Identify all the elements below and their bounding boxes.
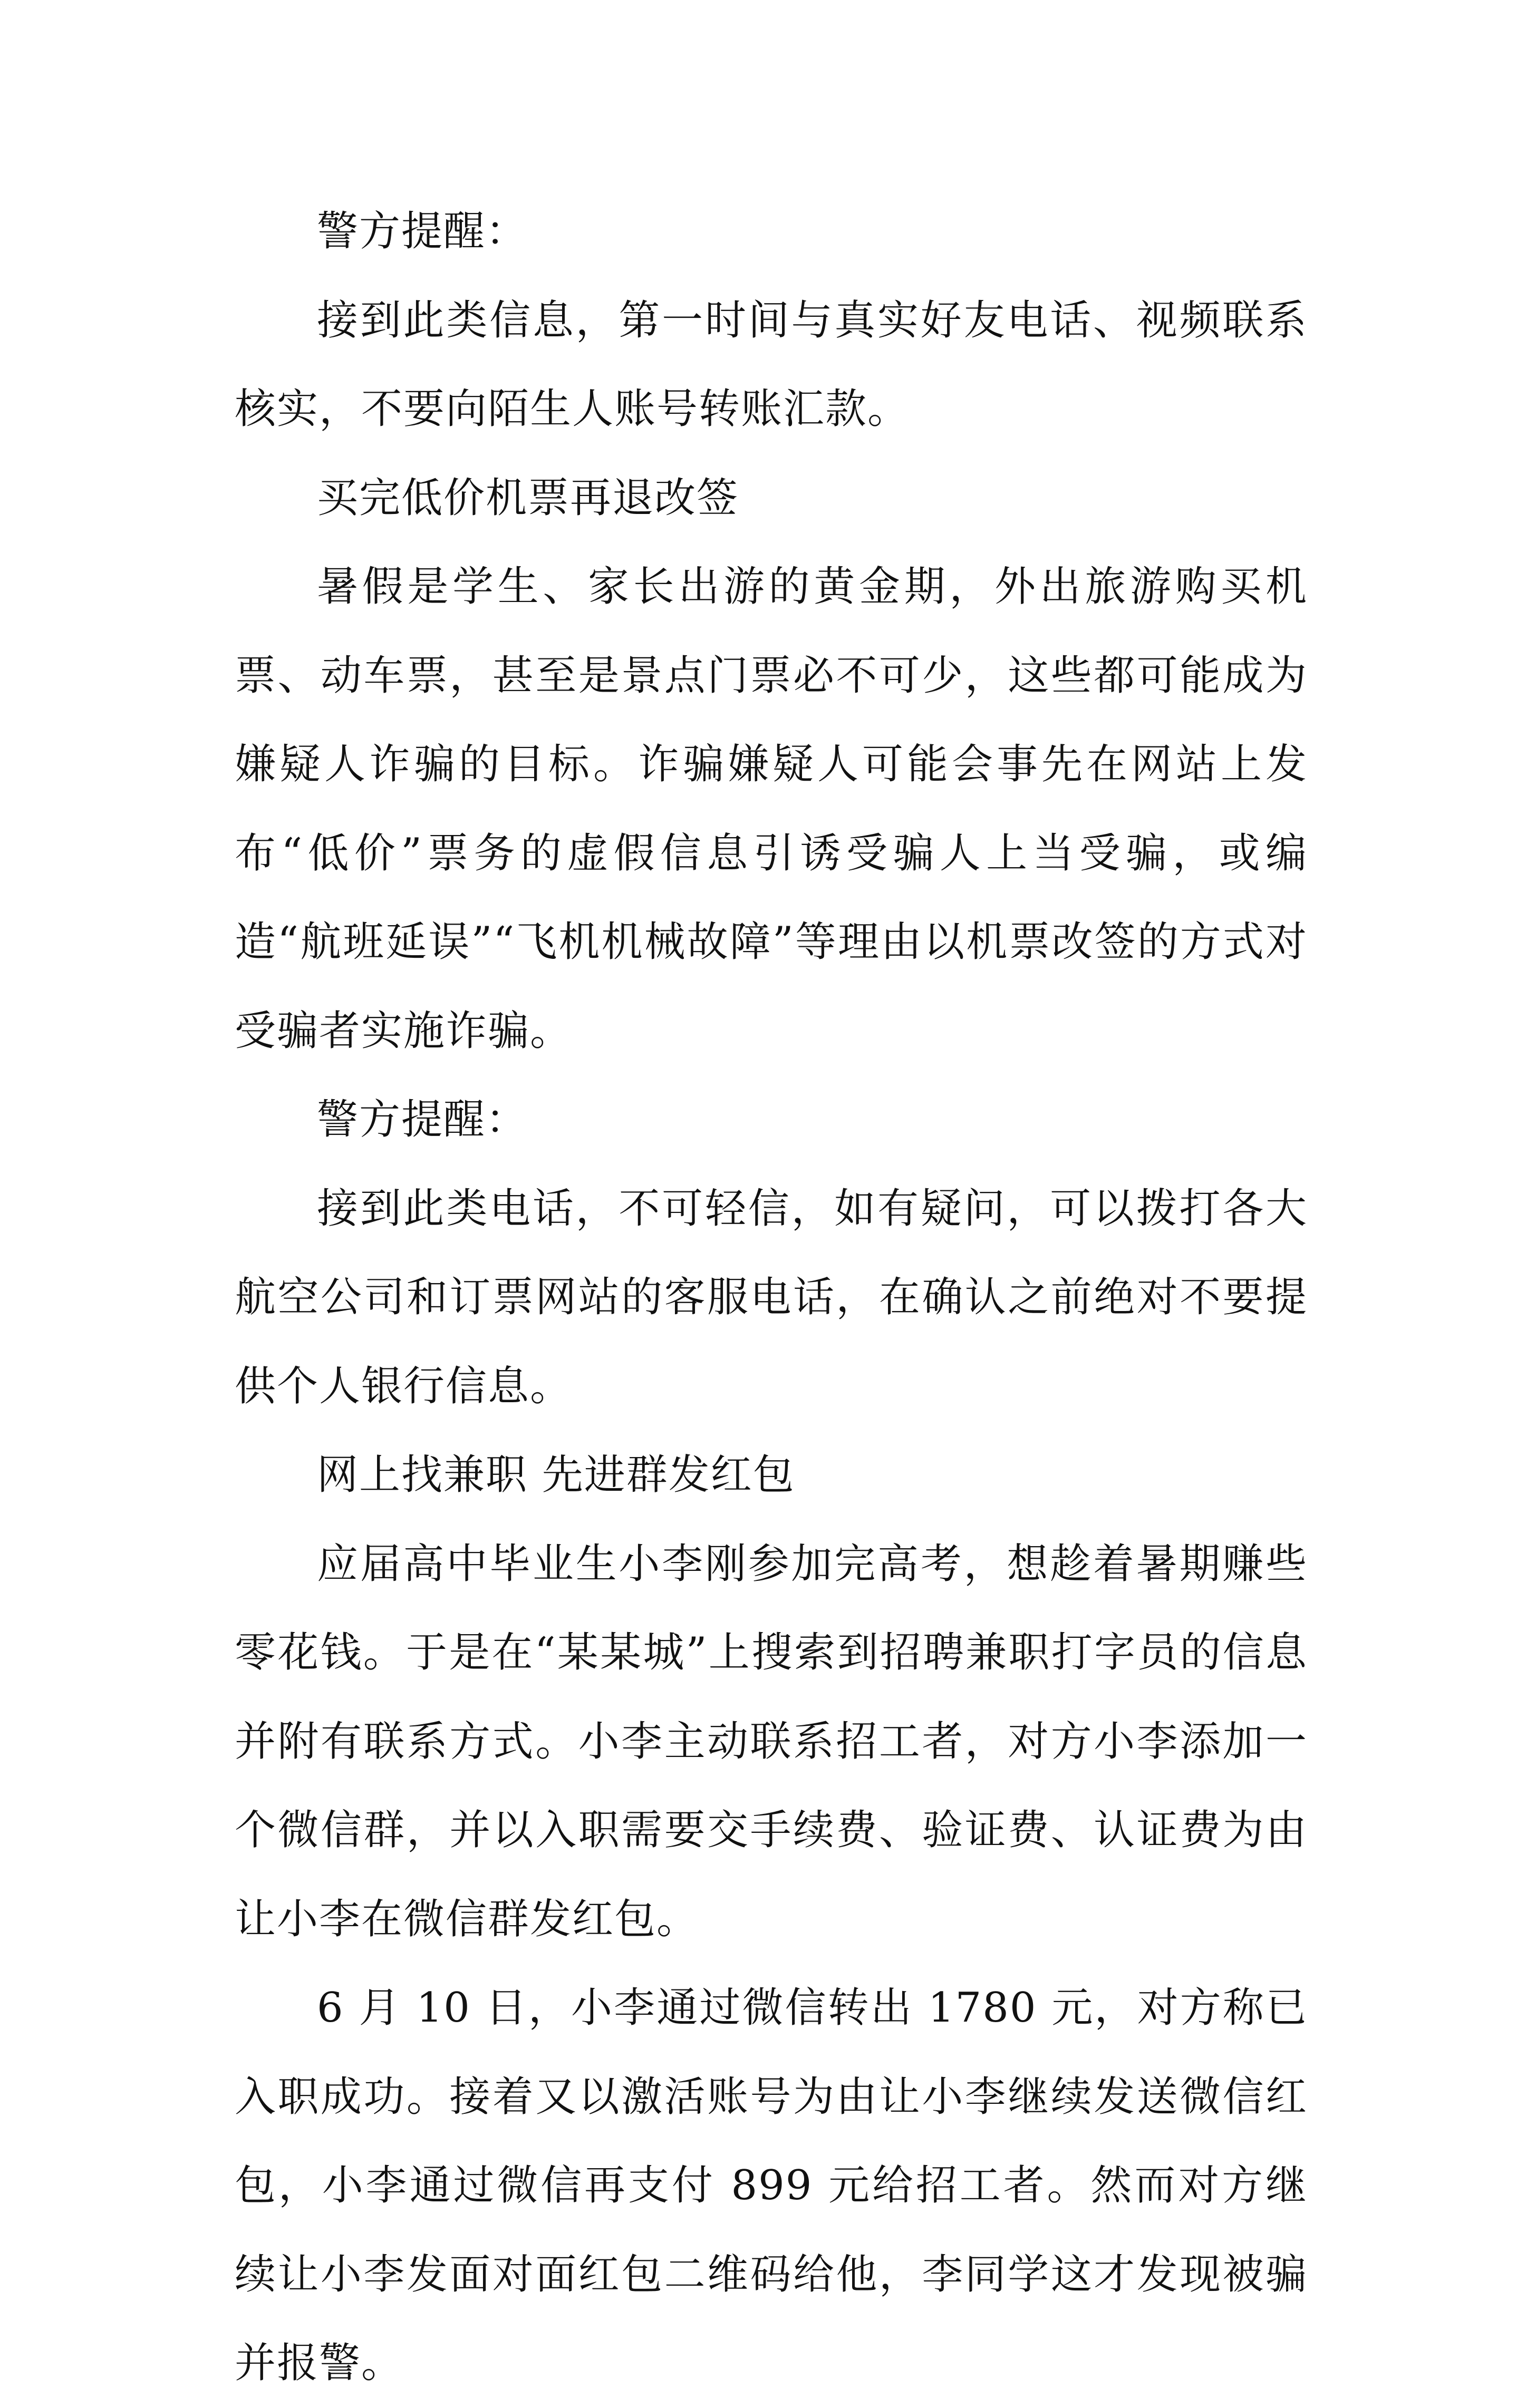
paragraph-ticket-fraud: 暑假是学生、家长出游的黄金期，外出旅游购买机票、动车票，甚至是景点门票必不可少，这些都可能成为嫌疑人诈骗的目标。诈骗嫌疑人可能会事先在网站上发布“低价”票务的虚假信息引诱受骗人上当受骗，或编造“航班延误”“飞机机械故障”等理由以机票改签的方式对受骗者实施诈骗。	[235, 563, 1308, 1055]
paragraph-part-time-scam: 应届高中毕业生小李刚参加完高考，想趁着暑期赚些零花钱。于是在“某某城”上搜索到招聘兼职打字员的信息并附有联系方式。小李主动联系招工者，对方小李添加一个微信群，并以入职需要交手续费、验证费、认证费为由让小李在微信群发红包。	[235, 1540, 1308, 1943]
paragraph-call-airline: 接到此类电话，不可轻信，如有疑问，可以拨打各大航空公司和订票网站的客服电话，在确认之前绝对不要提供个人银行信息。	[235, 1184, 1308, 1410]
section-heading-cheap-tickets: 买完低价机票再退改签	[317, 474, 739, 522]
document-body	[235, 187, 1308, 2408]
paragraph-verify-friends: 接到此类信息，第一时间与真实好友电话、视频联系核实，不要向陌生人账号转账汇款。	[235, 296, 1308, 433]
police-reminder-heading-2: 警方提醒：	[317, 1096, 528, 1143]
paragraph-transfer-details: 6 月 10 日，小李通过微信转出 1780 元，对方称已入职成功。接着又以激活账号为由让小李继续发送微信红包，小李通过微信再支付 899 元给招工者。然而对方继续让小李发面对面红包二维码给他，李同学这才发现被骗并报警。	[235, 1984, 1308, 2387]
police-reminder-heading-1: 警方提醒：	[317, 208, 528, 255]
section-heading-part-time-job: 网上找兼职 先进群发红包	[317, 1451, 795, 1499]
